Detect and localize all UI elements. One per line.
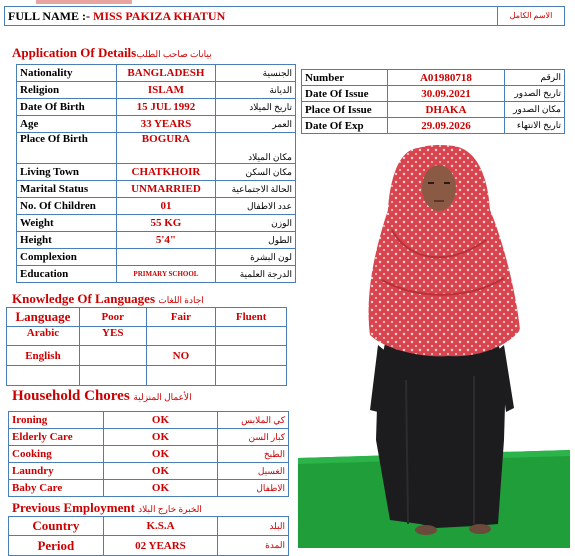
table-row: Nationality BANGLADESH الجنسية [17,65,296,82]
table-row: Living Town CHATKHOIR مكان السكن [17,164,296,181]
application-table [16,64,296,283]
table-row: Place Of Issue DHAKA مكان الصدور [302,102,565,118]
candidate-photo-illustration [298,140,570,548]
full-name-arabic: الاسم الكامل [497,7,564,25]
languages-table [6,307,287,386]
table-row: Age 33 YEARS العمر [17,116,296,133]
table-row: Elderly Care OK كبار السن [9,429,289,446]
passport-table [301,69,565,134]
chores-table [8,411,289,497]
table-row: Complexion لون البشرة [17,249,296,266]
full-name-value: MISS PAKIZA KHATUN [93,9,226,23]
table-row: Language Poor Fair Fluent [7,308,287,327]
candidate-photo [298,140,570,548]
employment-table [8,516,289,556]
table-row: No. Of Children 01 عدد الاطفال [17,198,296,215]
table-row: Marital Status UNMARRIED الحالة الاجتماعية [17,181,296,198]
languages-title: Knowledge Of Languages اجادة اللغات [12,291,204,306]
table-row: Date Of Birth 15 JUL 1992 تاريخ الميلاد [17,99,296,116]
table-row: Education PRIMARY SCHOOL الدرجة العلمية [17,266,296,283]
table-row [7,366,287,386]
chores-title: Household Chores الأعمال المنزلية [12,388,192,404]
full-name-label: FULL NAME :- MISS PAKIZA KHATUN [8,9,226,23]
table-row: Religion ISLAM الديانة [17,82,296,99]
table-row: Date Of Exp 29.09.2026 تاريخ الانتهاء [302,118,565,134]
table-row: Height 5'4" الطول [17,232,296,249]
employment-title: Previous Employment الخبرة خارج البلاد [12,500,202,515]
table-row: Cooking OK الطبخ [9,446,289,463]
full-name-bar [4,6,565,26]
table-row: English NO [7,346,287,366]
table-row: Arabic YES [7,327,287,346]
table-row: Date Of Issue 30.09.2021 تاريخ الصدور [302,86,565,102]
table-row: Place Of Birth BOGURA مكان الميلاد [17,133,296,164]
table-row: Ironing OK كي الملابس [9,412,289,429]
top-stripe [36,0,132,4]
table-row: Period 02 YEARS المدة [9,536,289,556]
table-row: Laundry OK الغسيل [9,463,289,480]
application-title: Application Of Detailsبيانات صاحب الطلب [12,45,212,60]
table-row: Weight 55 KG الوزن [17,215,296,232]
table-row: Number A01980718 الرقم [302,70,565,86]
table-row: Country K.S.A البلد [9,517,289,536]
table-row: Baby Care OK الاطفال [9,480,289,497]
